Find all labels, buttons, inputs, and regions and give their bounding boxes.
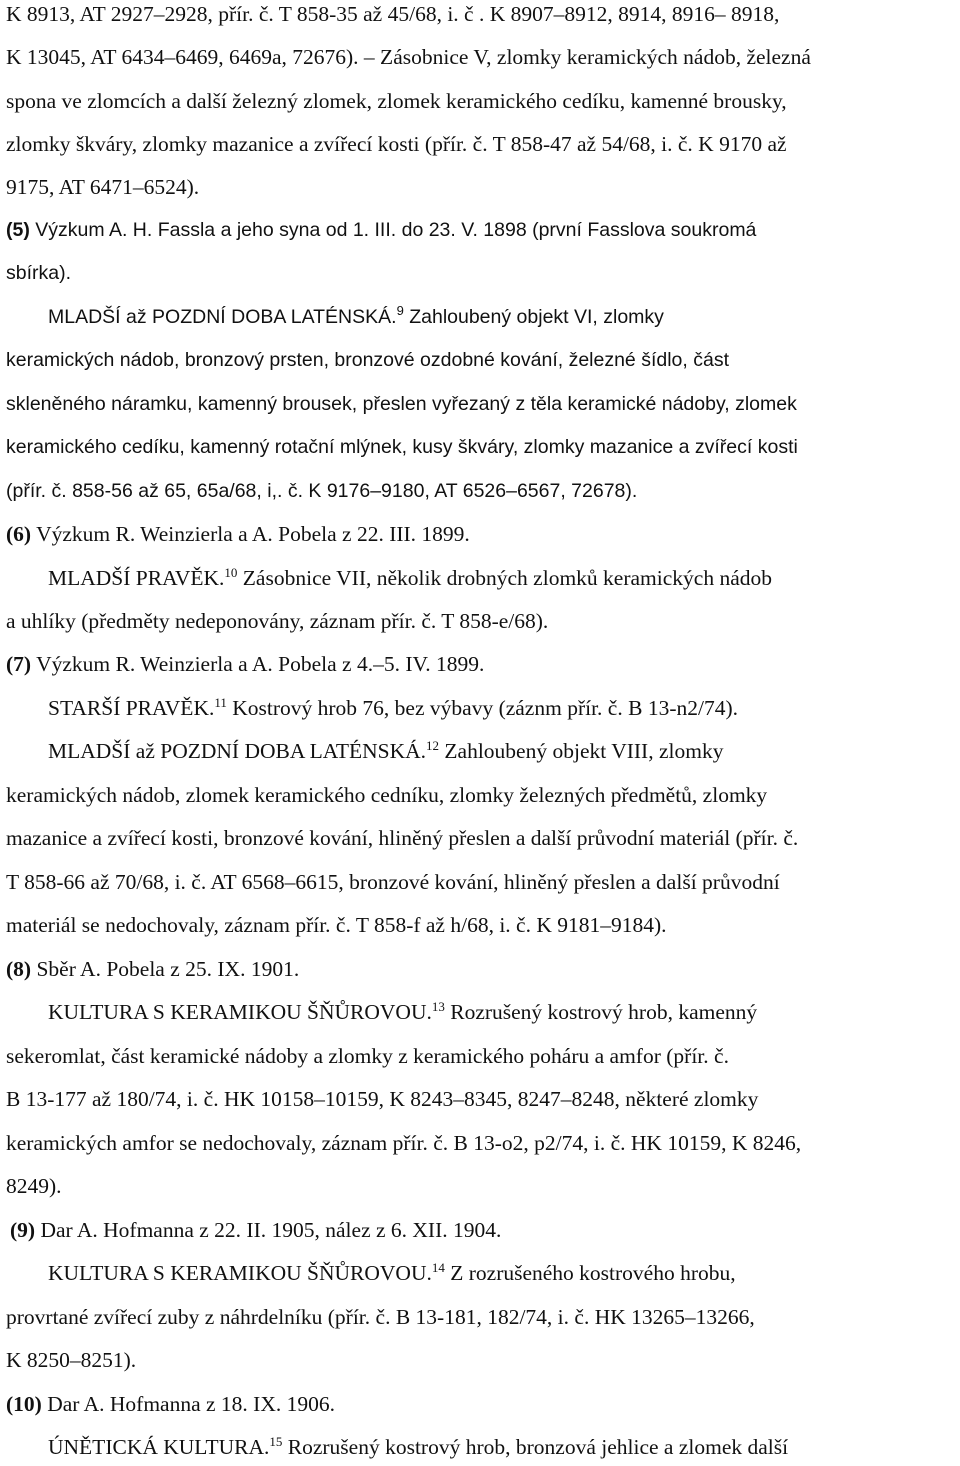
footnote-ref: 13	[431, 999, 445, 1014]
paragraph-text: Zahloubený objekt VI, zlomky	[403, 306, 664, 328]
text-line: zlomky škváry, zlomky mazanice a zvířecí kosti (přír. č. T 858-47 až 54/68, i. č. K 9170 až	[6, 132, 787, 156]
footnote-ref: 14	[431, 1260, 445, 1275]
entry-heading-10	[6, 1390, 335, 1418]
text-line: provrtané zvířecí zuby z náhrdelníku (přír. č. B 13-181, 182/74, i. č. HK 13265–13266,	[6, 1305, 755, 1329]
entry-text: Sběr A. Pobela z 25. IX. 1901.	[31, 957, 300, 981]
paragraph-10-first-line	[48, 564, 772, 592]
footnote-ref: 9	[396, 303, 404, 318]
entry-heading-7	[6, 650, 484, 678]
text-line: materiál se nedochovaly, záznam přír. č. T 858-f až h/68, i. č. K 9181–9184).	[6, 913, 667, 937]
text-line: K 8913, AT 2927–2928, přír. č. T 858-35 až 45/68, i. č . K 8907–8912, 8914, 8916– 8918,	[6, 2, 780, 26]
text-line: keramických amfor se nedochovaly, záznam přír. č. B 13-o2, p2/74, i. č. HK 10159, K 8246,	[6, 1131, 802, 1155]
period-label: MLADŠÍ až POZDNÍ DOBA LATÉNSKÁ.	[48, 739, 427, 763]
entry-heading-8	[6, 955, 299, 983]
footnote-ref: 15	[269, 1434, 283, 1449]
entry-number: (7)	[6, 652, 32, 676]
text-line: skleněného náramku, kamenný brousek, přeslen vyřezaný z těla keramické nádoby, zlomek	[6, 393, 797, 415]
paragraph-11-first-line	[48, 694, 738, 722]
text-line: T 858-66 až 70/68, i. č. AT 6568–6615, bronzové kování, hliněný přeslen a další průvodní	[6, 870, 780, 894]
footnote-ref: 10	[224, 565, 238, 580]
paragraph-13-first-line	[48, 998, 757, 1026]
text-line: (přír. č. 858-56 až 65, 65a/68, i,. č. K 9176–9180, AT 6526–6567, 72678).	[6, 480, 638, 502]
entry-number: (10)	[6, 1392, 42, 1416]
text-line: spona ve zlomcích a další železný zlomek, zlomek keramického cedíku, kamenné brousky,	[6, 89, 787, 113]
entry-heading-9	[10, 1216, 501, 1244]
entry-text: Výzkum R. Weinzierla a A. Pobela z 4.–5. IV. 1899.	[31, 652, 485, 676]
text-line: mazanice a zvířecí kosti, bronzové kování, hliněný přeslen a další průvodní materiál (přír. č.	[6, 826, 799, 850]
text-line: K 8250–8251).	[6, 1348, 137, 1372]
text-line: sbírka).	[6, 262, 72, 284]
entry-number: (9)	[10, 1218, 36, 1242]
text-line: sekeromlat, část keramické nádoby a zlomky z keramického poháru a amfor (přír. č.	[6, 1044, 729, 1068]
paragraph-text: Zásobnice VII, několik drobných zlomků keramických nádob	[237, 566, 772, 590]
entry-text: Dar A. Hofmanna z 18. IX. 1906.	[41, 1392, 335, 1416]
entry-number: (5)	[6, 219, 30, 241]
entry-text: Dar A. Hofmanna z 22. II. 1905, nález z 6. XII. 1904.	[35, 1218, 502, 1242]
paragraph-text: Rozrušený kostrový hrob, bronzová jehlice a zlomek další	[282, 1435, 789, 1459]
text-line: K 13045, AT 6434–6469, 6469a, 72676). – Zásobnice V, zlomky keramických nádob, železná	[6, 45, 811, 69]
paragraph-text: Zahloubený objekt VIII, zlomky	[439, 739, 724, 763]
period-label: KULTURA S KERAMIKOU ŠŇŮROVOU.	[48, 1000, 432, 1024]
entry-text: Výzkum A. H. Fassla a jeho syna od 1. III. do 23. V. 1898 (první Fasslova soukromá	[35, 219, 757, 241]
entry-number: (6)	[6, 522, 32, 546]
paragraph-12-first-line	[48, 737, 723, 765]
period-label: MLADŠÍ až POZDNÍ DOBA LATÉNSKÁ.	[48, 306, 397, 328]
paragraph-text: Rozrušený kostrový hrob, kamenný	[444, 1000, 758, 1024]
text-line: 9175, AT 6471–6524).	[6, 175, 200, 199]
paragraph-text: Z rozrušeného kostrového hrobu,	[444, 1261, 736, 1285]
entry-number: (8)	[6, 957, 32, 981]
text-line: keramických nádob, bronzový prsten, bronzové ozdobné kování, železné šídlo, část	[6, 349, 729, 371]
period-label: STARŠÍ PRAVĚK.	[48, 696, 215, 720]
paragraph-14-first-line	[48, 1259, 736, 1287]
paragraph-9-first-line	[48, 303, 664, 331]
period-label: ÚNĚTICKÁ KULTURA.	[48, 1435, 270, 1459]
period-label: KULTURA S KERAMIKOU ŠŇŮROVOU.	[48, 1261, 432, 1285]
paragraph-15-first-line	[48, 1433, 788, 1461]
text-line: 8249).	[6, 1174, 62, 1198]
entry-heading-5	[6, 216, 756, 244]
text-line: B 13-177 až 180/74, i. č. HK 10158–10159, K 8243–8345, 8247–8248, některé zlomky	[6, 1087, 759, 1111]
paragraph-text: Kostrový hrob 76, bez výbavy (záznm přír. č. B 13-n2/74).	[226, 696, 738, 720]
period-label: MLADŠÍ PRAVĚK.	[48, 566, 225, 590]
footnote-ref: 11	[214, 695, 227, 710]
footnote-ref: 12	[426, 738, 440, 753]
text-line: keramických nádob, zlomek keramického cedníku, zlomky železných předmětů, zlomky	[6, 783, 768, 807]
entry-heading-6	[6, 520, 470, 548]
text-line: keramického cedíku, kamenný rotační mlýnek, kusy škváry, zlomky mazanice a zvířecí kosti	[6, 436, 798, 458]
entry-text: Výzkum R. Weinzierla a A. Pobela z 22. III. 1899.	[31, 522, 470, 546]
text-line: a uhlíky (předměty nedeponovány, záznam přír. č. T 858-e/68).	[6, 609, 549, 633]
